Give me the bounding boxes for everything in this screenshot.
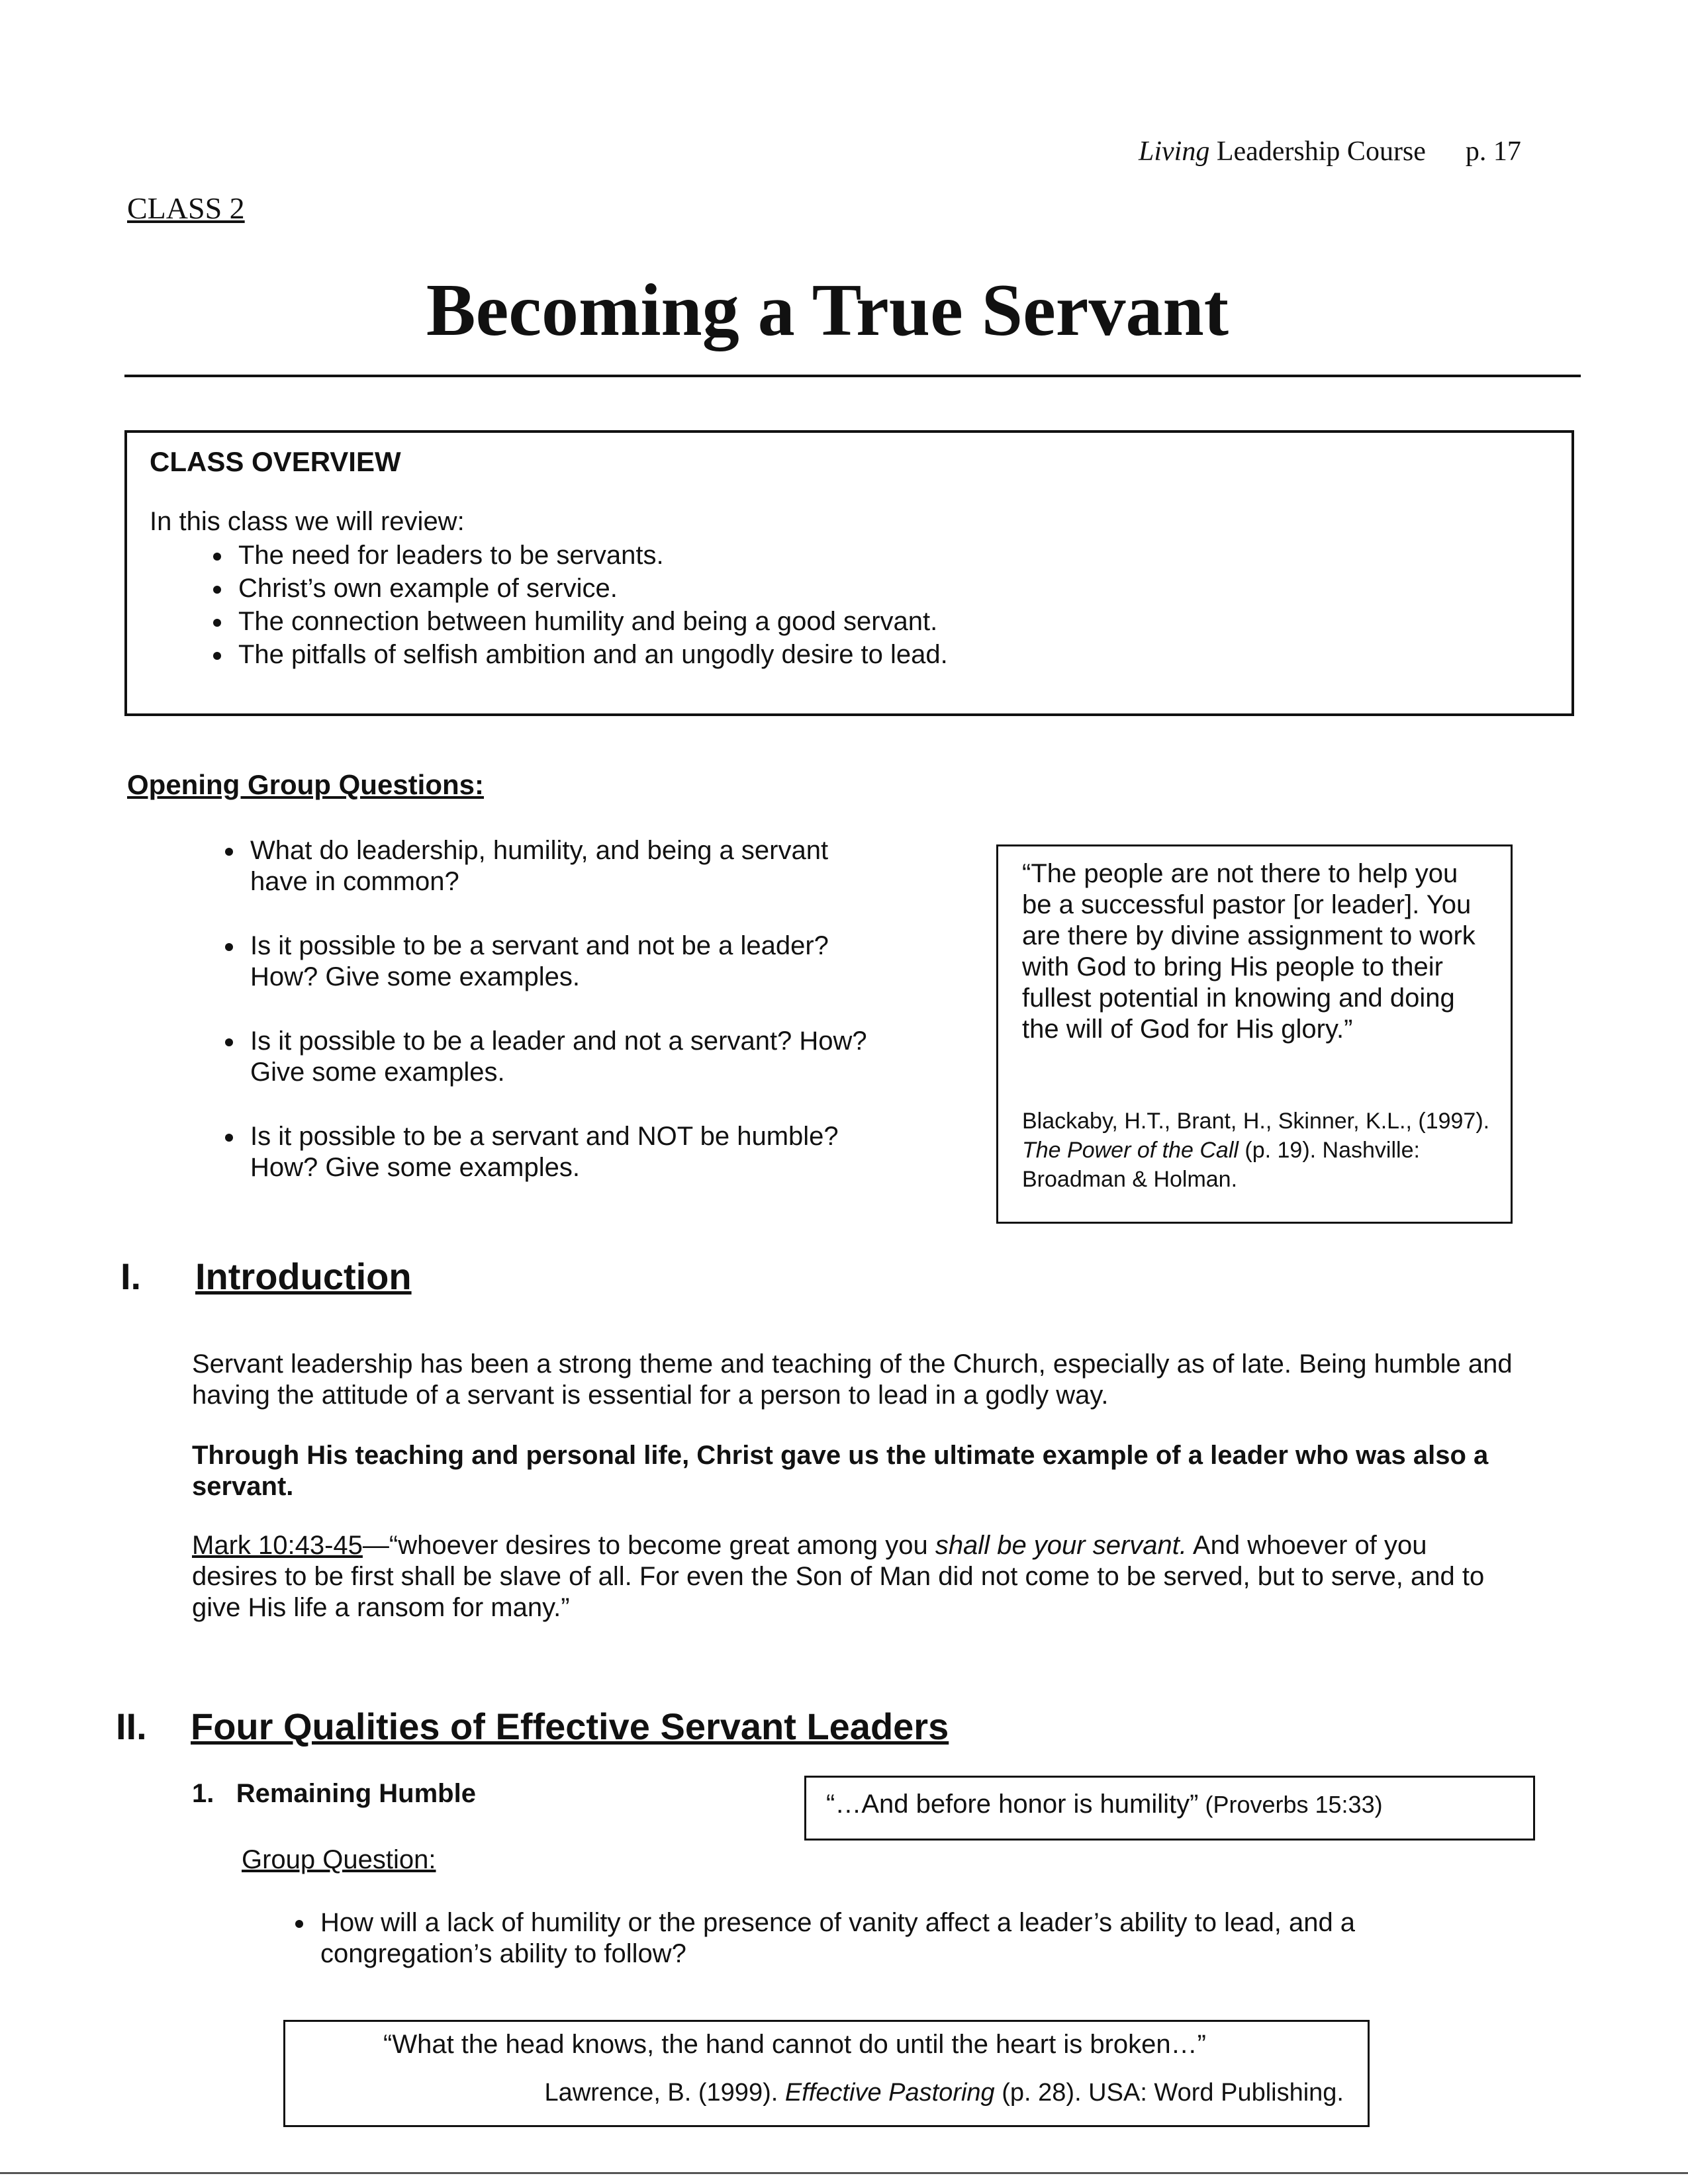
citation-publisher: (p. 19). Nashville: Broadman & Holman.	[1022, 1138, 1420, 1192]
opening-questions-list	[199, 835, 880, 1216]
intro-paragraph: Servant leadership has been a strong theme and teaching of the Church, especially as of late. Being humble and having the attitude of a servant is essential for a person to lead in a godly way.	[192, 1349, 1513, 1410]
list-item: • The connection between humility and being a good servant.	[233, 605, 948, 638]
course-name-italic: Living	[1139, 136, 1210, 167]
overview-intro: In this class we will review:	[150, 507, 465, 536]
group-question-list	[265, 1907, 1507, 1970]
class-overview-box	[124, 430, 1574, 716]
intro-bold-paragraph: Through His teaching and personal life, Christ gave us the ultimate example of a leader who was also a servant.	[192, 1441, 1489, 1501]
citation-title: Effective Pastoring	[784, 2079, 995, 2107]
quote-text	[826, 1790, 1383, 1819]
overview-heading: CLASS OVERVIEW	[150, 446, 401, 477]
proverb-reference: (Proverbs 15:33)	[1198, 1791, 1383, 1818]
overview-list	[187, 539, 948, 671]
list-item: • Is it possible to be a servant and not be a leader? How? Give some examples.	[245, 931, 880, 993]
page-title: Becoming a True Servant	[426, 269, 1229, 351]
quote-text: “What the head knows, the hand cannot do until the heart is broken…”	[383, 2030, 1206, 2059]
page-bottom-rule	[0, 2172, 1688, 2174]
blackaby-quote-box	[996, 844, 1513, 1224]
list-item: • Christ’s own example of service.	[233, 572, 948, 605]
section-title-introduction: Introduction	[195, 1255, 412, 1297]
section-title-four-qualities: Four Qualities of Effective Servant Leaders	[191, 1706, 949, 1747]
page-header	[1139, 136, 1521, 167]
section-number: I.	[120, 1255, 142, 1297]
scripture-text: And whoever of you desires to be first shall be slave of all. For even the Son of Man did not come to be served, but to serve, and to give His life a ransom for many.”	[192, 1531, 1485, 1622]
list-item: • What do leadership, humility, and being a servant have in common?	[245, 835, 880, 897]
course-name: Leadership Course	[1209, 136, 1426, 167]
scripture-reference: Mark 10:43-45	[192, 1531, 363, 1560]
citation-title: The Power of the Call	[1022, 1138, 1239, 1163]
quality-heading: 1. Remaining Humble	[192, 1779, 476, 1808]
proverb-text: “…And before honor is humility”	[826, 1790, 1199, 1819]
list-item: • The pitfalls of selfish ambition and an ungodly desire to lead.	[233, 638, 948, 671]
citation-authors: Blackaby, H.T., Brant, H., Skinner, K.L., (1997).	[1022, 1109, 1490, 1134]
scripture-paragraph	[192, 1530, 1516, 1623]
page-number: p. 17	[1465, 136, 1521, 167]
scripture-emphasis: shall be your servant.	[935, 1531, 1188, 1560]
quote-citation	[545, 2079, 1344, 2107]
title-divider	[124, 375, 1581, 377]
citation-author: Lawrence, B. (1999).	[544, 2079, 785, 2107]
group-question-label: Group Question:	[242, 1845, 436, 1874]
lawrence-quote-box	[283, 2020, 1370, 2127]
scripture-text: —“whoever desires to become great among you	[362, 1531, 935, 1560]
section-number: II.	[116, 1706, 147, 1747]
list-item: • How will a lack of humility or the presence of vanity affect a leader’s ability to lead, and a congregation’s ability to follow?	[315, 1907, 1507, 1970]
citation-publisher: (p. 28). USA: Word Publishing.	[994, 2079, 1344, 2107]
list-item: • Is it possible to be a servant and NOT be humble? How? Give some examples.	[245, 1121, 880, 1183]
list-item: • The need for leaders to be servants.	[233, 539, 948, 572]
quote-text: “The people are not there to help you be a successful pastor [or leader]. You are there by divine assignment to work with God to bring His people to their fullest potential in knowing and doing the will of God for His glory.”	[1022, 859, 1476, 1044]
opening-questions-heading: Opening Group Questions:	[127, 769, 484, 800]
quote-citation	[1022, 1107, 1499, 1194]
list-item: • Is it possible to be a leader and not a servant? How? Give some examples.	[245, 1026, 880, 1088]
proverbs-quote-box	[804, 1776, 1535, 1841]
class-label: CLASS 2	[127, 191, 245, 225]
